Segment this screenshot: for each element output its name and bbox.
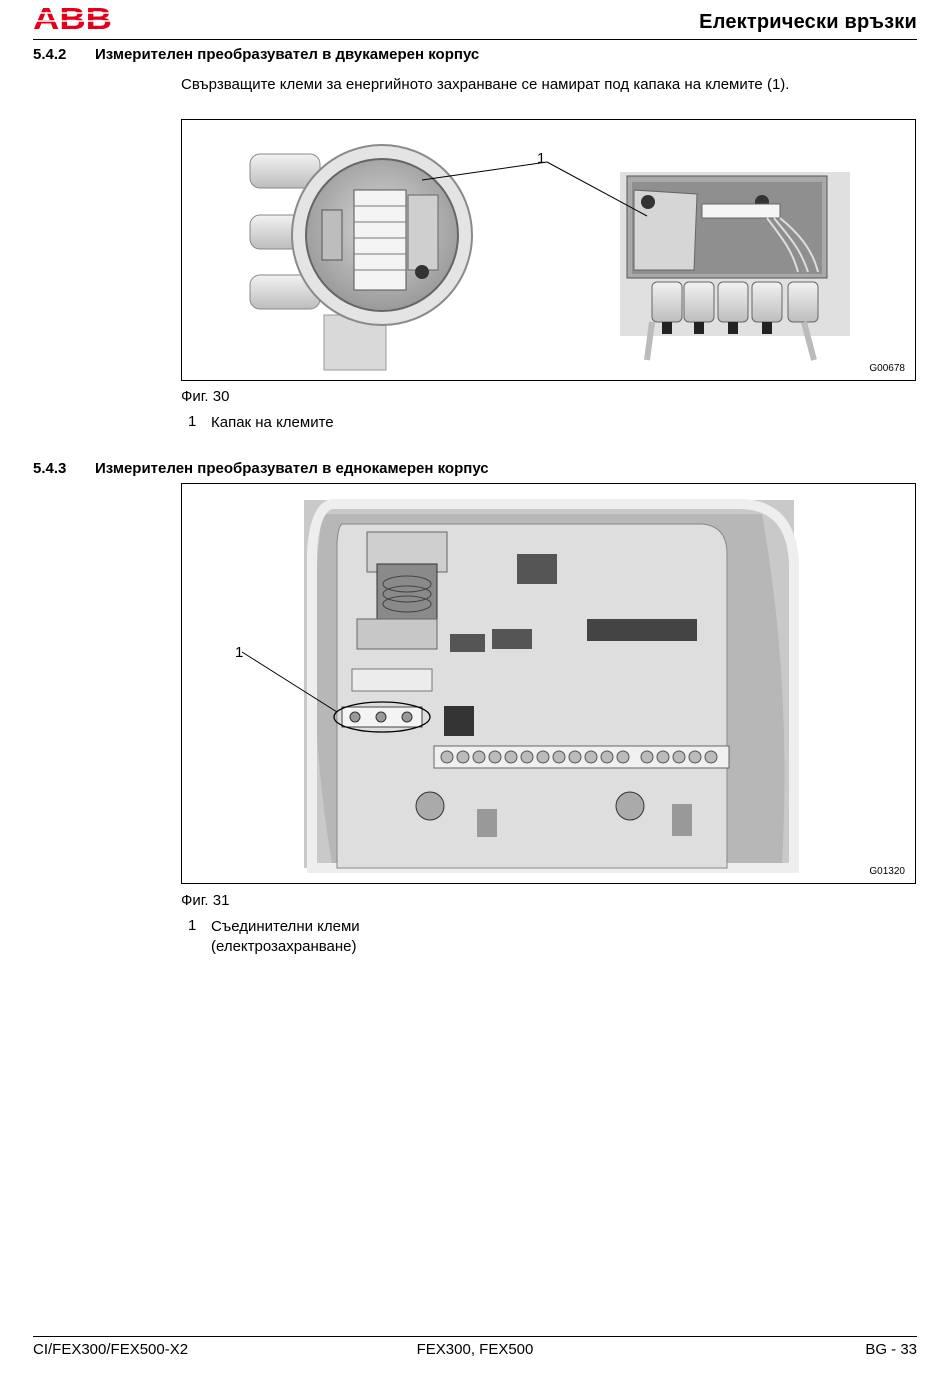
figure-30-legend-number: 1 — [188, 413, 197, 430]
figure-30-legend-line: Капак на клемите — [211, 414, 334, 431]
figure-31-legend-number: 1 — [188, 917, 197, 934]
figure-31-illustration — [182, 484, 915, 883]
section-title-543: Измерителен преобразувател в еднокамерен корпус — [95, 460, 489, 477]
figure-30-callout-1: 1 — [537, 150, 546, 167]
figure-31-legend-text — [211, 917, 360, 957]
header-divider — [33, 39, 917, 40]
figure-31-legend-line-2: (електрозахранване) — [211, 938, 357, 955]
figure-31-caption: Фиг. 31 — [181, 892, 230, 909]
footer-divider — [33, 1336, 917, 1337]
abb-logo — [33, 4, 113, 32]
figure-30-code: G00678 — [869, 363, 905, 374]
footer-document-id: CI/FEX300/FEX500-X2 — [33, 1341, 189, 1358]
footer-page-number: BG - 33 — [865, 1341, 917, 1358]
figure-30-frame — [181, 119, 916, 381]
svg-text:ABB: ABB — [33, 4, 112, 32]
figure-31-callout-1: 1 — [235, 644, 244, 661]
section-542-body: Свързващите клеми за енергийното захранване се намират под капака на клемите (1). — [181, 76, 790, 93]
page-header-title: Електрически връзки — [699, 11, 917, 33]
figure-31-legend-line-1: Съединителни клеми — [211, 918, 360, 935]
figure-30-illustration — [182, 120, 915, 380]
footer-product: FEX300, FEX500 — [416, 1341, 534, 1358]
section-title-542: Измерителен преобразувател в двукамерен корпус — [95, 46, 480, 63]
figure-30-caption: Фиг. 30 — [181, 388, 230, 405]
figure-31-frame — [181, 483, 916, 884]
section-number-543: 5.4.3 — [33, 460, 67, 477]
figure-31-code: G01320 — [869, 866, 905, 877]
figure-30-legend-text — [211, 413, 334, 433]
section-number-542: 5.4.2 — [33, 46, 67, 63]
